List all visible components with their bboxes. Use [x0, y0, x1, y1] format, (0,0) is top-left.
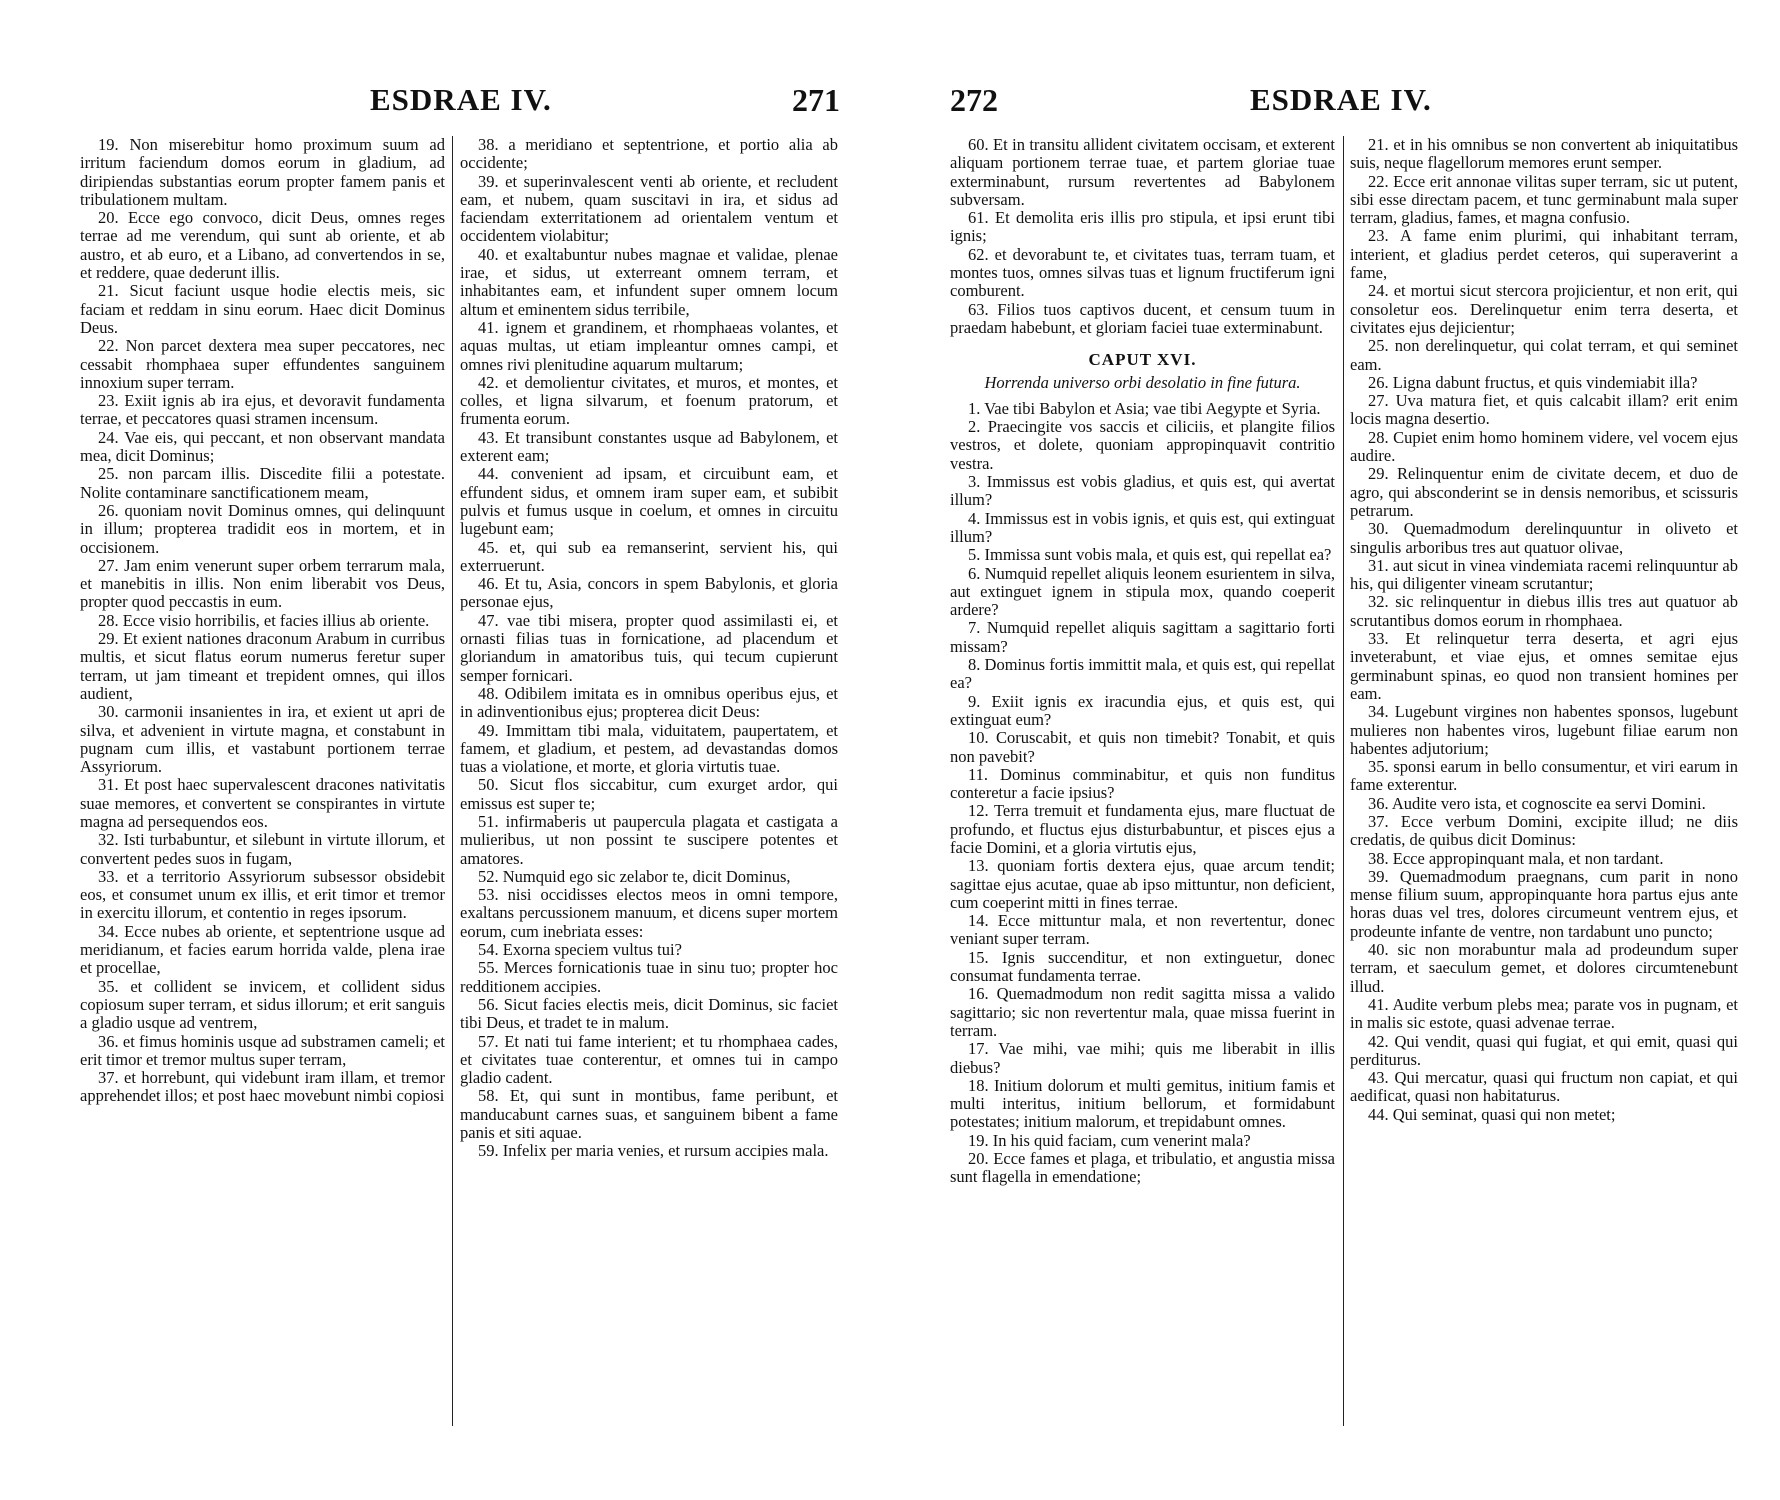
verse: 28. Cupiet enim homo hominem videre, vel vocem ejus audire. — [1350, 427, 1738, 466]
verse: 15. Ignis succenditur, et non extinguetur, donec consumat fundamenta terrae. — [950, 947, 1335, 986]
verse: 30. carmonii insanientes in ira, et exient ut apri de silva, et advenient in virtute magna, et constabunt in pugnam cum illis, et vastabunt portionem terrae Assyriorum. — [80, 702, 445, 777]
verse: 36. Audite vero ista, et cognoscite ea servi Domini. — [1368, 793, 1706, 813]
verse: 3. Immissus est vobis gladius, et quis est, qui avertat illum? — [950, 472, 1335, 510]
right-page — [950, 0, 1740, 1500]
verse: 38. a meridiano et septentrione, et portio alia ab occidente; — [460, 135, 838, 173]
verse: 20. Ecce fames et plaga, et tribulatio, et angustia missa sunt flagella in emendatione; — [950, 1149, 1335, 1187]
verse: 46. Et tu, Asia, concors in spem Babylonis, et gloria personae ejus, — [460, 574, 838, 612]
column-divider — [452, 136, 453, 1426]
verse: 8. Dominus fortis immittit mala, et quis est, qui repellat ea? — [950, 655, 1335, 693]
verse: 47. vae tibi misera, propter quod assimilasti ei, et ornasti filias tuas in fornicatione, ad placendum et gloriandum in amatoribus tuis, qui tecum cupierunt semper fornicari. — [460, 610, 838, 685]
verse: 2. Praecingite vos saccis et ciliciis, et plangite filios vestros, et dolete, quoniam appropinquavit contritio vestra. — [950, 417, 1335, 473]
verse: 41. Audite verbum plebs mea; parate vos in pugnam, et in malis sic estote, quasi advenae terrae. — [1350, 994, 1738, 1033]
verse: 21. Sicut faciunt usque hodie electis meis, sic faciam et reddam in sinu eorum. Haec dicit Dominus Deus. — [80, 281, 445, 337]
verse: 28. Ecce visio horribilis, et facies illius ab oriente. — [98, 610, 430, 630]
verse: 41. ignem et grandinem, et rhomphaeas volantes, et aquas multas, ut etiam impleantur omnes campi, et omnes rivi plenitudine aquarum multarum; — [460, 317, 838, 374]
running-title: ESDRAE IV. — [370, 82, 552, 117]
left-page-column-2 — [460, 136, 838, 1161]
verse: 20. Ecce ego convoco, dicit Deus, omnes reges terrae ad me verendum, qui sunt ab oriente, et ab austro, et ab euro, et a Libano, ad convertendos in se, et reddere, quae dederunt illis. — [80, 208, 445, 283]
verse: 13. quoniam fortis dextera ejus, quae arcum tendit; sagittae ejus acutae, quae ab ipso mittuntur, non deficient, cum coeperint mitti in fines terrae. — [950, 856, 1335, 912]
verse: 56. Sicut facies electis meis, dicit Dominus, sic faciet tibi Deus, et tradet te in malum. — [460, 994, 838, 1033]
running-title: ESDRAE IV. — [1250, 82, 1432, 117]
verse: 55. Merces fornicationis tuae in sinu tuo; propter hoc redditionem accipies. — [460, 958, 838, 996]
verse: 34. Lugebunt virgines non habentes sponsos, lugebunt mulieres non habentes viros, lugebunt filiae earum non habentes adjutorium; — [1350, 702, 1738, 758]
verse: 38. Ecce appropinquant mala, et non tardant. — [1368, 848, 1664, 868]
verse: 35. et collident se invicem, et collident sidus copiosum super terram, et sidus illorum; et erit sanguis a gladio usque ad ventrem, — [80, 976, 445, 1033]
verse: 58. Et, qui sunt in montibus, fame peribunt, et manducabunt carnes suas, et sanguinem bibent a fame panis et siti aquae. — [460, 1086, 838, 1143]
verse: 24. et mortui sicut stercora projicientur, et non erit, qui consoletur eos. Derelinquetur enim terra deserta, et civitates ejus dejicientur; — [1350, 281, 1738, 337]
verse: 61. Et demolita eris illis pro stipula, et ipsi erunt tibi ignis; — [950, 208, 1335, 246]
verse: 11. Dominus comminabitur, et quis non funditus conteretur a facie ipsius? — [950, 764, 1335, 803]
verse: 22. Non parcet dextera mea super peccatores, nec cessabit rhomphaea super effundentes sanguinem innoxium super terram. — [80, 336, 445, 392]
verse: 34. Ecce nubes ab oriente, et septentrione usque ad meridianum, et facies earum horrida valde, plena irae et procellae, — [80, 921, 445, 978]
verse: 27. Jam enim venerunt super orbem terrarum mala, et manebitis in illis. Non enim liberabit vos Deus, propter quod peccastis in eum. — [80, 555, 445, 612]
verse: 29. Et exient nationes draconum Arabum in curribus multis, et sicut flatus eorum numerus feretur super terram, ut jam timeant et trepident omnes, qui illos audient, — [80, 629, 445, 703]
chapter-subtitle: Horrenda universo orbi desolatio in fine futura. — [984, 372, 1301, 392]
verse: 5. Immissa sunt vobis mala, et quis est, qui repellat ea? — [968, 545, 1332, 565]
verse: 62. et devorabunt te, et civitates tuas, terram tuam, et montes tuos, omnes silvas tuas et lignum fructiferum igni comburent. — [950, 244, 1335, 301]
verse: 1. Vae tibi Babylon et Asia; vae tibi Aegypte et Syria. — [968, 398, 1321, 418]
verse: 63. Filios tuos captivos ducent, et censum tuum in praedam habebunt, et gloriam faciei tuae exterminabunt. — [950, 299, 1335, 337]
verse: 23. Exiit ignis ab ira ejus, et devoravit fundamenta terrae, et peccatores quasi stramen incensum. — [80, 391, 445, 429]
verse: 52. Numquid ego sic zelabor te, dicit Dominus, — [478, 866, 791, 886]
verse: 40. sic non morabuntur mala ad prodeundum super terram, et saeculum gemet, et dolores circumtenebunt illud. — [1350, 940, 1738, 996]
verse: 31. aut sicut in vinea vindemiata racemi relinquuntur ab his, qui diligenter vineam scrutantur; — [1350, 555, 1738, 594]
verse: 42. Qui vendit, quasi qui fugiat, et qui emit, quasi qui perditurus. — [1350, 1031, 1738, 1069]
page-number: 271 — [792, 82, 840, 118]
verse: 16. Quemadmodum non redit sagitta missa a valido sagittario; sic non revertentur mala, quae missa fuerint in terram. — [950, 984, 1335, 1040]
verse: 9. Exiit ignis ex iracundia ejus, et quis est, qui extinguat eum? — [950, 691, 1335, 729]
verse: 25. non parcam illis. Discedite filii a potestate. Nolite contaminare sanctificationem meam, — [80, 464, 445, 502]
verse: 49. Immittam tibi mala, viduitatem, paupertatem, et famem, et gladium, et pestem, ad devastandas domos tuas a violatione, et morte, et gloria virtutis tuae. — [460, 720, 838, 777]
page-number: 272 — [950, 82, 998, 118]
verse: 57. Et nati tui fame interient; et tu rhomphaea cades, et civitates tuae conterentur, et omnes tui in campo gladio cadent. — [460, 1031, 838, 1088]
verse: 44. convenient ad ipsam, et circuibunt eam, et effundent sidus, et omnem iram super eam, et subibit pulvis et fumus usque in coelum, et omnes in circuitu lugebunt eam; — [460, 464, 838, 539]
verse: 33. Et relinquetur terra deserta, et agri ejus inveterabunt, et viae ejus, et omnes semitae ejus germinabunt spinas, eo quod non transient homines per eam. — [1350, 629, 1738, 703]
verse: 42. et demolientur civitates, et muros, et montes, et colles, et ligna silvarum, et foenum pratorum, et frumenta eorum. — [460, 372, 838, 429]
verse: 48. Odibilem imitata es in omnibus operibus ejus, et in adinventionibus ejus; propterea dicit Deus: — [460, 683, 838, 722]
verse: 44. Qui seminat, quasi qui non metet; — [1368, 1104, 1616, 1124]
verse: 17. Vae mihi, vae mihi; quis me liberabit in illis diebus? — [950, 1039, 1335, 1077]
verse: 54. Exorna speciem vultus tui? — [478, 940, 682, 960]
verse: 10. Coruscabit, et quis non timebit? Tonabit, et quis non pavebit? — [950, 728, 1335, 766]
verse: 12. Terra tremuit et fundamenta ejus, mare fluctuat de profundo, et fluctus ejus disturbabuntur, et pisces ejus a facie Domini, et a gloria virtutis ejus, — [950, 801, 1335, 857]
left-page-column-1 — [80, 136, 445, 1106]
column-divider — [1343, 136, 1344, 1426]
verse: 53. nisi occidisses electos meos in omni tempore, exaltans percussionem manuum, et dicens super mortem eorum, cum inebriata esses: — [460, 885, 838, 941]
verse: 19. Non miserebitur homo proximum suum ad irritum faciendum domos eorum in gladium, ad diripiendas substantias eorum propter famem panis et tribulationem multam. — [80, 135, 445, 209]
right-page-column-2 — [1350, 136, 1738, 1124]
verse: 4. Immissus est in vobis ignis, et quis est, qui extinguat illum? — [950, 508, 1335, 546]
verse: 35. sponsi earum in bello consumentur, et viri earum in fame exterentur. — [1350, 757, 1738, 795]
right-page-column-1 — [950, 136, 1335, 1187]
verse: 26. Ligna dabunt fructus, et quis vindemiabit illa? — [1368, 372, 1698, 392]
left-page — [80, 0, 840, 1500]
verse: 50. Sicut flos siccabitur, cum exurget ardor, qui emissus est super te; — [460, 775, 838, 813]
verse: 39. Quemadmodum praegnans, cum parit in nono mense filium suum, appropinquante hora partus ejus ante horas duas vel tres, dolores circumeunt ventrem ejus, et prodeunte infante de ventre, non tardabunt uno puncto; — [1350, 866, 1738, 941]
verse: 51. infirmaberis ut paupercula plagata et castigata a mulieribus, ut non possint te suscipere potentes et amatores. — [460, 811, 838, 868]
verse: 29. Relinquentur enim de civitate decem, et duo de agro, qui absconderint se in densis nemoribus, et scissuris petrarum. — [1350, 464, 1738, 520]
right-page-header — [950, 82, 1740, 118]
verse: 19. In his quid faciam, cum venerint mala? — [968, 1130, 1251, 1150]
verse: 26. quoniam novit Dominus omnes, qui delinquunt in illum; propterea tradidit eos in mortem, et in occisionem. — [80, 500, 445, 557]
verse: 40. et exaltabuntur nubes magnae et validae, plenae irae, et sidus, ut exterreant omnem terram, et inhabitantes eam, et infundent super omnem locum altum et eminentem sidus terribile, — [460, 244, 838, 319]
verse: 22. Ecce erit annonae vilitas super terram, sic ut putent, sibi esse directam pacem, et tunc germinabunt mala super terram, gladius, fames, et magna confusio. — [1350, 171, 1738, 228]
verse: 37. Ecce verbum Domini, excipite illud; ne diis credatis, de quibus dicit Dominus: — [1350, 811, 1738, 850]
verse: 45. et, qui sub ea remanserint, servient his, qui exterruerunt. — [460, 537, 838, 575]
verse: 7. Numquid repellet aliquis sagittam a sagittario forti missam? — [950, 618, 1335, 656]
verse: 39. et superinvalescent venti ab oriente, et recludent eam, et nubem, quam suscitavi in ira, et sidus ad faciendam exterritationem ad orientalem ventum et occidentem violabitur; — [460, 171, 838, 246]
verse: 60. Et in transitu allident civitatem occisam, et exterent aliquam portionem terrae tuae, et partem gloriae tuae exterminabunt, rursum revertentes ad Babylonem subversam. — [950, 135, 1335, 209]
verse: 43. Et transibunt constantes usque ad Babylonem, et exterent eam; — [460, 427, 838, 466]
chapter-title: CAPUT XVI. — [1088, 350, 1197, 370]
verse: 37. et horrebunt, qui videbunt iram illam, et tremor apprehendet illos; et post haec movebunt nimbi copiosi — [80, 1068, 445, 1106]
verse: 32. sic relinquentur in diebus illis tres aut quatuor ab scrutantibus domos eorum in rhomphaea. — [1350, 592, 1738, 630]
verse: 25. non derelinquetur, qui colat terram, et qui seminet eam. — [1350, 336, 1738, 374]
verse: 21. et in his omnibus se non convertent ab iniquitatibus suis, neque flagellorum memores erunt semper. — [1350, 135, 1738, 173]
verse: 30. Quemadmodum derelinquuntur in oliveto et singulis arboribus tres aut quatuor olivae, — [1350, 519, 1738, 557]
verses-chapter-15-end — [950, 136, 1335, 337]
verse: 32. Isti turbabuntur, et silebunt in virtute illorum, et convertent pedes suos in fugam, — [80, 830, 445, 868]
left-page-header — [80, 82, 840, 118]
verse: 18. Initium dolorum et multi gemitus, initium famis et multi interitus, initium bellorum, et formidabunt potestates; initium malorum, et trepidabunt omnes. — [950, 1075, 1335, 1132]
verse: 59. Infelix per maria venies, et rursum accipies mala. — [478, 1141, 829, 1161]
verse: 6. Numquid repellet aliquis leonem esurientem in silva, aut extinguet ignem in stipula mox, quando coeperit ardere? — [950, 563, 1335, 620]
verse: 43. Qui mercatur, quasi qui fructum non capiat, et qui aedificat, quasi non habitaturus. — [1350, 1068, 1738, 1106]
verses-chapter-16 — [950, 400, 1335, 1187]
verse: 33. et a territorio Assyriorum subsessor obsidebit eos, et consumet unum ex illis, et erit timor et tremor in exercitu illorum, et contentio in reges ipsorum. — [80, 866, 445, 923]
verse: 27. Uva matura fiet, et quis calcabit illam? erit enim locis magna desertio. — [1350, 391, 1738, 429]
verse: 36. et fimus hominis usque ad substramen cameli; et erit timor et tremor multus super terram, — [80, 1031, 445, 1069]
verse: 14. Ecce mittuntur mala, et non revertentur, donec veniant super terram. — [950, 911, 1335, 949]
verse: 24. Vae eis, qui peccant, et non observant mandata mea, dicit Dominus; — [80, 427, 445, 466]
verse: 31. Et post haec supervalescent dracones nativitatis suae memores, et convertent se conspirantes in virtute magna ad persequendos eos. — [80, 775, 445, 831]
verse: 23. A fame enim plurimi, qui inhabitant terram, interient, et gladius perdet ceteros, qui superaverint a fame, — [1350, 226, 1738, 283]
